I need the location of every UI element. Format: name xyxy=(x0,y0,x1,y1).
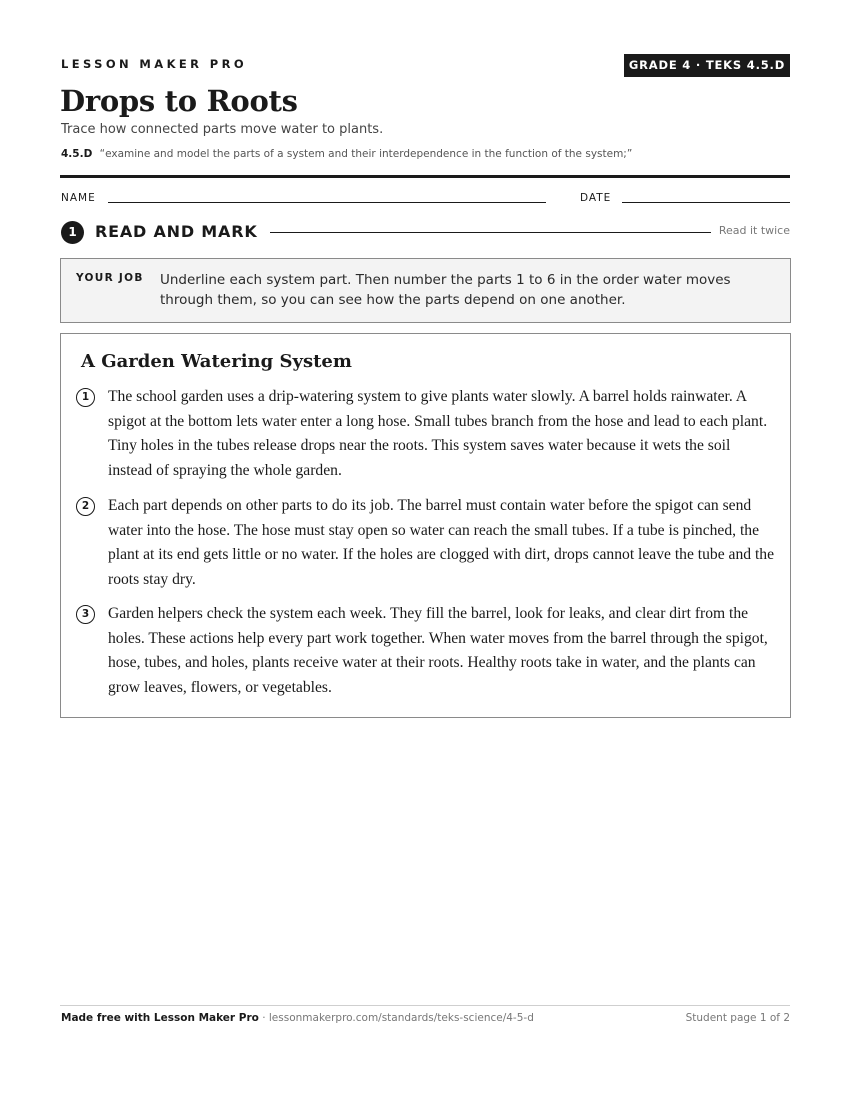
footer-url[interactable]: · lessonmakerpro.com/standards/teks-science/4-5-d xyxy=(262,1012,534,1024)
paragraph-number-badge: 3 xyxy=(76,605,95,624)
paragraph-number-badge: 2 xyxy=(76,497,95,516)
footer-divider xyxy=(60,1005,790,1006)
footer-credit xyxy=(61,1012,534,1024)
reading-passage xyxy=(60,333,791,718)
section-divider xyxy=(270,232,711,233)
job-label: YOUR JOB xyxy=(76,272,144,284)
passage-title: A Garden Watering System xyxy=(81,351,352,372)
standard-code: 4.5.D xyxy=(61,148,93,160)
paragraph-text: Garden helpers check the system each week. They fill the barrel, look for leaks, and clear dirt from the holes. These actions help every part work together. When water moves from the barrel through the spigot, hose, tubes, and holes, plants receive water at their roots. Healthy roots take in water, and the plants can grow leaves, flowers, or vegetables. xyxy=(108,605,768,696)
footer-made-with: Made free with Lesson Maker Pro xyxy=(61,1012,259,1024)
section-note: Read it twice xyxy=(718,224,790,237)
paragraph-text: Each part depends on other parts to do its job. The barrel must contain water before the spigot can send water into the hose. The hose must stay open so water can reach the small tubes. If a tube is pinched, the plant at its end gets little or no water. If the holes are clogged with dirt, drops cannot leave the tube and the roots stay dry. xyxy=(108,497,775,588)
job-text: Underline each system part. Then number the parts 1 to 6 in the order water moves through them, so you can see how the parts depend on one another. xyxy=(160,272,731,308)
date-field[interactable] xyxy=(622,202,790,203)
paragraph-text: The school garden uses a drip-watering system to give plants water slowly. A barrel holds rainwater. A spigot at the bottom lets water enter a long hose. Small tubes branch from the hose and lead to each plant. Tiny holes in the tubes release drops near the roots. This system saves water because it wets the soil instead of spraying the whole garden. xyxy=(108,388,768,479)
name-label: NAME xyxy=(61,192,96,204)
section-number-badge: 1 xyxy=(61,221,84,244)
section-title: READ AND MARK xyxy=(95,222,258,241)
paragraph-number-badge: 1 xyxy=(76,388,95,407)
job-instructions-box xyxy=(60,258,791,323)
standard-text: “examine and model the parts of a system and their interdependence in the function of the system;” xyxy=(99,148,633,160)
page-subtitle: Trace how connected parts move water to plants. xyxy=(61,122,384,137)
standard-line xyxy=(61,148,632,160)
date-label: DATE xyxy=(580,192,612,204)
header-divider xyxy=(60,175,790,178)
page-title: Drops to Roots xyxy=(60,84,298,118)
footer-page-number: Student page 1 of 2 xyxy=(685,1012,790,1024)
grade-badge: GRADE 4 · TEKS 4.5.D xyxy=(624,54,790,77)
name-field[interactable] xyxy=(108,202,546,203)
brand-name: LESSON MAKER PRO xyxy=(61,57,248,71)
